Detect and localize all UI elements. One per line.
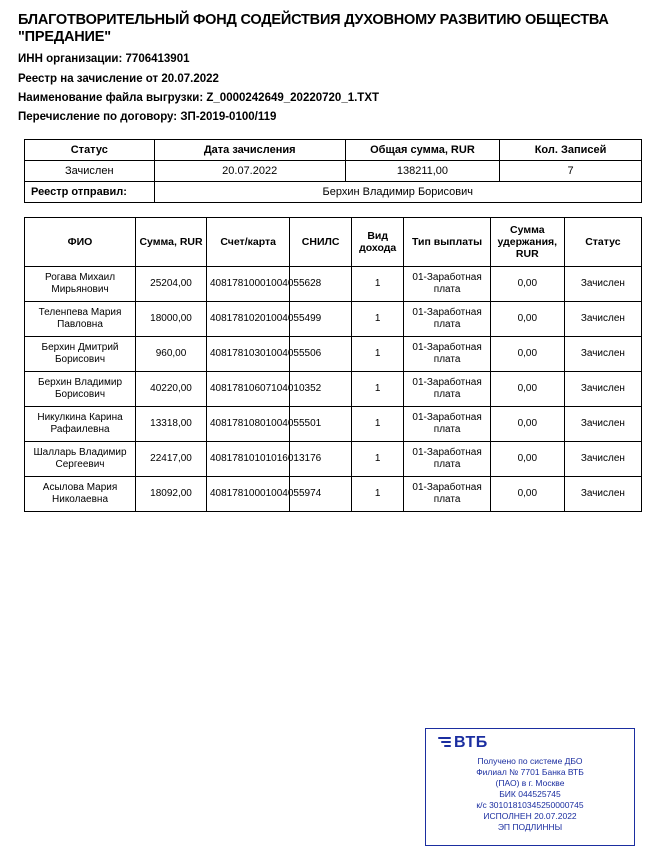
cell-fio: Рогава Михаил Мирьянович xyxy=(25,266,136,301)
table-row xyxy=(25,406,642,441)
summary-value-row xyxy=(25,160,642,181)
cell-fio: Шалларь Владимир Сергеевич xyxy=(25,441,136,476)
bank-stamp xyxy=(425,728,635,846)
contract-line xyxy=(18,110,641,124)
cell-account: 40817810001004055628 xyxy=(207,266,290,301)
vtb-logo xyxy=(438,734,628,752)
table-row xyxy=(25,476,642,511)
cell-income-type: 1 xyxy=(351,406,403,441)
cell-status: Зачислен xyxy=(564,476,641,511)
stamp-line: Получено по системе ДБО xyxy=(477,756,583,766)
cell-amount: 22417,00 xyxy=(136,441,207,476)
table-row xyxy=(25,266,642,301)
inn-label: ИНН организации: xyxy=(18,53,123,66)
column-header-amount: Сумма, RUR xyxy=(136,217,207,266)
registry-date-line: Реестр на зачисление от 20.07.2022 xyxy=(18,72,219,85)
cell-withholding: 0,00 xyxy=(490,406,564,441)
summary-header-cell: Дата зачисления xyxy=(154,139,345,160)
cell-account: 40817810607104010352 xyxy=(207,371,290,406)
cell-income-type: 1 xyxy=(351,301,403,336)
cell-account: 40817810201004055499 xyxy=(207,301,290,336)
summary-header-cell: Кол. Записей xyxy=(500,139,642,160)
summary-status: Зачислен xyxy=(25,160,155,181)
stamp-line: БИК 044525745 xyxy=(499,789,561,800)
cell-fio: Никулкина Карина Рафаилевна xyxy=(25,406,136,441)
cell-withholding: 0,00 xyxy=(490,336,564,371)
organization-title: БЛАГОТВОРИТЕЛЬНЫЙ ФОНД СОДЕЙСТВИЯ ДУХОВНОМУ РАЗВИТИЮ ОБЩЕСТВА "ПРЕДАНИЕ" xyxy=(18,12,609,46)
column-header-withholding: Сумма удержания, RUR xyxy=(490,217,564,266)
cell-account: 40817810101016013176 xyxy=(207,441,290,476)
stamp-line: (ПАО) в г. Москве xyxy=(495,778,565,789)
summary-header-row xyxy=(25,139,642,160)
stamp-line: Филиал № 7701 Банка ВТБ xyxy=(476,767,584,778)
cell-fio: Асылова Мария Николаевна xyxy=(25,476,136,511)
vtb-brand-text: ВТБ xyxy=(454,734,488,751)
summary-date: 20.07.2022 xyxy=(154,160,345,181)
cell-account: 40817810301004055506 xyxy=(207,336,290,371)
contract-value: ЗП-2019-0100/119 xyxy=(180,111,277,124)
cell-fio: Теленпева Мария Павловна xyxy=(25,301,136,336)
column-header-account: Счет/карта xyxy=(207,217,290,266)
cell-income-type: 1 xyxy=(351,371,403,406)
cell-amount: 25204,00 xyxy=(136,266,207,301)
cell-status: Зачислен xyxy=(564,301,641,336)
summary-header-cell: Общая сумма, RUR xyxy=(345,139,499,160)
cell-payment-type: 01-Заработная плата xyxy=(404,441,490,476)
file-name-value: Z_0000242649_20220720_1.TXT xyxy=(206,91,380,104)
stamp-line: ИСПОЛНЕН 20.07.2022 xyxy=(483,811,577,822)
summary-header-cell: Статус xyxy=(25,139,155,160)
stamp-line: ЭП ПОДЛИННЫ xyxy=(497,822,563,833)
cell-status: Зачислен xyxy=(564,441,641,476)
column-header-fio: ФИО xyxy=(25,217,136,266)
summary-total: 138211,00 xyxy=(345,160,499,181)
summary-table xyxy=(24,139,642,203)
column-header-income-type: Вид дохода xyxy=(351,217,403,266)
cell-withholding: 0,00 xyxy=(490,441,564,476)
file-name-label: Наименование файла выгрузки: xyxy=(18,91,204,104)
table-row xyxy=(25,441,642,476)
cell-payment-type: 01-Заработная плата xyxy=(404,336,490,371)
summary-count: 7 xyxy=(500,160,642,181)
table-row xyxy=(25,371,642,406)
cell-payment-type: 01-Заработная плата xyxy=(404,476,490,511)
cell-amount: 13318,00 xyxy=(136,406,207,441)
cell-income-type: 1 xyxy=(351,336,403,371)
column-header-status: Статус xyxy=(564,217,641,266)
cell-amount: 18000,00 xyxy=(136,301,207,336)
cell-amount: 960,00 xyxy=(136,336,207,371)
cell-account: 40817810801004055501 xyxy=(207,406,290,441)
table-row xyxy=(25,336,642,371)
contract-label: Перечисление по договору: xyxy=(18,111,178,124)
cell-amount: 18092,00 xyxy=(136,476,207,511)
inn-value: 7706413901 xyxy=(125,53,190,66)
stamp-line: к/с 30101810345250000745 xyxy=(476,800,584,811)
cell-withholding: 0,00 xyxy=(490,301,564,336)
cell-payment-type: 01-Заработная плата xyxy=(404,266,490,301)
cell-amount: 40220,00 xyxy=(136,371,207,406)
cell-payment-type: 01-Заработная плата xyxy=(404,371,490,406)
inn-line xyxy=(18,52,641,66)
cell-status: Зачислен xyxy=(564,266,641,301)
payments-header-row xyxy=(25,217,642,266)
cell-payment-type: 01-Заработная плата xyxy=(404,406,490,441)
file-name-line xyxy=(18,91,641,105)
cell-withholding: 0,00 xyxy=(490,476,564,511)
cell-fio: Берхин Владимир Борисович xyxy=(25,371,136,406)
cell-payment-type: 01-Заработная плата xyxy=(404,301,490,336)
cell-status: Зачислен xyxy=(564,336,641,371)
payments-table xyxy=(24,217,642,512)
cell-income-type: 1 xyxy=(351,441,403,476)
cell-withholding: 0,00 xyxy=(490,266,564,301)
payments-body xyxy=(25,266,642,511)
summary-sender-row xyxy=(25,181,642,202)
table-row xyxy=(25,301,642,336)
cell-withholding: 0,00 xyxy=(490,371,564,406)
column-header-payment-type: Тип выплаты xyxy=(404,217,490,266)
cell-status: Зачислен xyxy=(564,406,641,441)
cell-account: 40817810001004055974 xyxy=(207,476,290,511)
cell-income-type: 1 xyxy=(351,266,403,301)
cell-fio: Берхин Дмитрий Борисович xyxy=(25,336,136,371)
column-header-snils: СНИЛС xyxy=(290,217,352,266)
cell-income-type: 1 xyxy=(351,476,403,511)
sender-label: Реестр отправил: xyxy=(25,181,155,202)
cell-status: Зачислен xyxy=(564,371,641,406)
vtb-bars-icon xyxy=(438,737,451,749)
sender-value: Берхин Владимир Борисович xyxy=(154,181,641,202)
